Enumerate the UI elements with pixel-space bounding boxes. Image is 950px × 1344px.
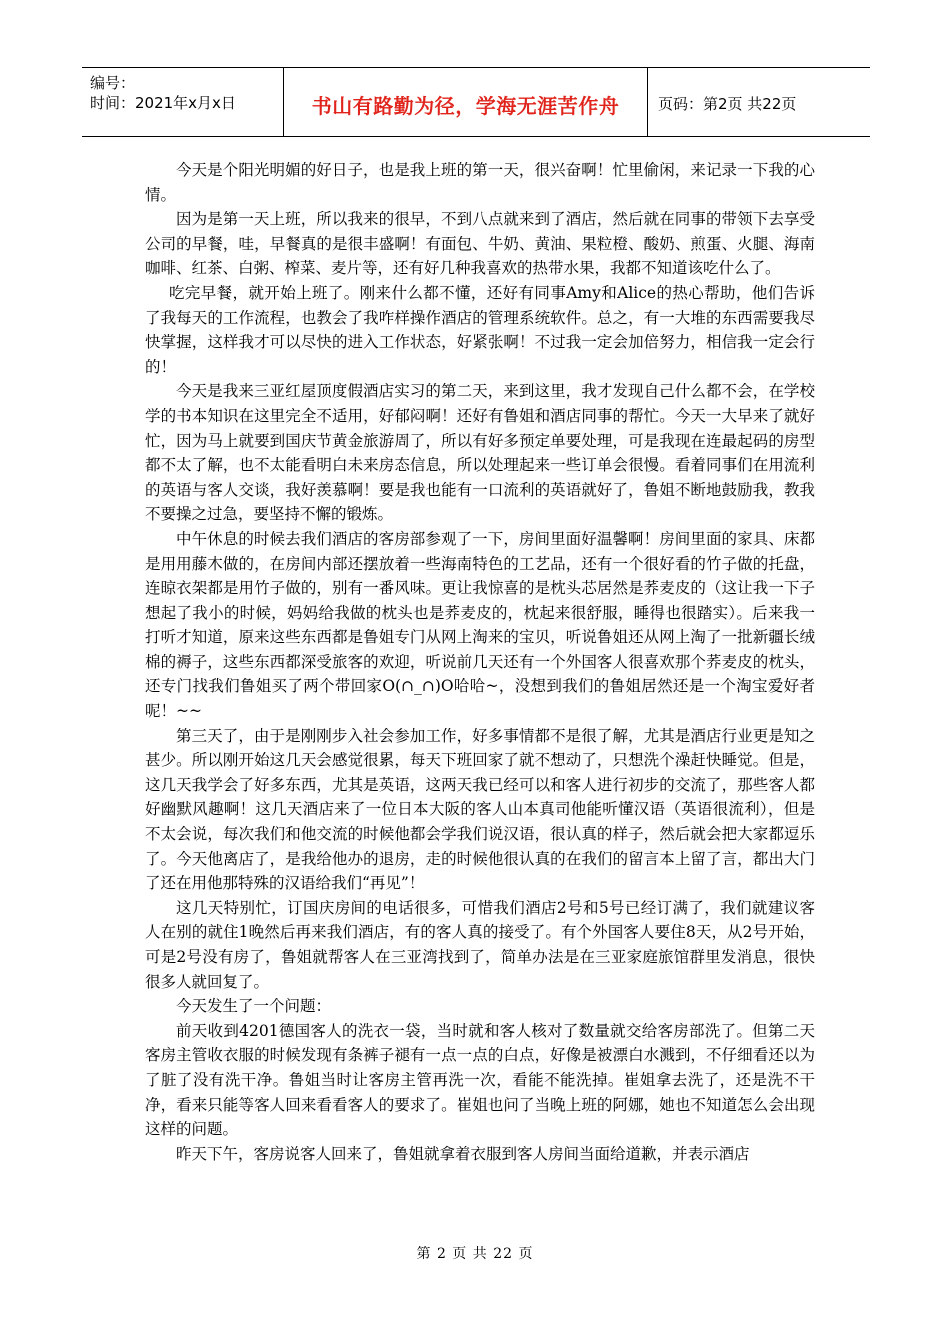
- page-header: [82, 67, 870, 137]
- header-page-number: 页码：第2页 共22页: [658, 94, 797, 113]
- paragraph: 今天发生了一个问题：: [176, 997, 332, 1016]
- header-motto: 书山有路勤为径，学海无涯苦作舟: [284, 68, 648, 136]
- page-footer: 第 2 页 共 22 页: [416, 1246, 534, 1262]
- header-meta: [82, 68, 284, 136]
- date-label: 时间：2021年x月x日: [90, 94, 236, 112]
- paragraph: 因为是第一天上班，所以我来的很早，不到八点就来到了酒店，然后就在同事的带领下去享受公司的早餐，哇，早餐真的是很丰盛啊！有面包、牛奶、黄油、果粒橙、酸奶、煎蛋、火腿、海南咖啡、红茶、白粥、榨菜、麦片等，还有好几种我喜欢的热带水果，我都不知道该吃什么了。: [145, 210, 815, 278]
- paragraph: 今天是个阳光明媚的好日子，也是我上班的第一天，很兴奋啊！忙里偷闲，来记录一下我的心情。: [145, 161, 815, 204]
- paragraph: 吃完早餐，就开始上班了。刚来什么都不懂，还好有同事Amy和Alice的热心帮助，他们告诉了我每天的工作流程，也教会了我咋样操作酒店的管理系统软件。总之，有一大堆的东西需要我尽快掌握，这样我才可以尽快的进入工作状态，好紧张啊！不过我一定会加倍努力，相信我一定会行的！: [145, 283, 815, 376]
- paragraph: 前天收到4201德国客人的洗衣一袋，当时就和客人核对了数量就交给客房部洗了。但第二天客房主管收衣服的时候发现有条裤子褪有一点一点的白点，好像是被漂白水溅到，不仔细看还以为了脏了没有洗干净。鲁姐当时让客房主管再洗一次，看能不能洗掉。崔姐拿去洗了，还是洗不干净，看来只能等客人回来看看客人的要求了。崔姐也问了当晚上班的阿娜，她也不知道怎么会出现这样的问题。: [145, 1021, 815, 1139]
- serial-number-label: 编号：: [90, 74, 136, 92]
- paragraph: 第三天了，由于是刚刚步入社会参加工作，好多事情都不是很了解，尤其是酒店行业更是知之甚少。所以刚开始这几天会感觉很累，每天下班回家了就不想动了，只想洗个澡赶快睡觉。但是，这几天我学会了好多东西，尤其是英语，这两天我已经可以和客人进行初步的交流了，那些客人都好幽默风趣啊！这几天酒店来了一位日本大阪的客人山本真司他能听懂汉语（英语很流利），但是不太会说，每次我们和他交流的时候他都会学我们说汉语，很认真的样子，然后就会把大家都逗乐了。今天他离店了，是我给他办的退房，走的时候他很认真的在我们的留言本上留了言，都出大门了还在用他那特殊的汉语给我们“再见”！: [145, 726, 815, 893]
- paragraph: 这几天特别忙，订国庆房间的电话很多，可惜我们酒店2号和5号已经订满了，我们就建议客人在别的就住1晚然后再来我们酒店，有的客人真的接受了。有个外国客人要住8天，从2号开始，可是2号没有房了，鲁姐就帮客人在三亚湾找到了，简单办法是在三亚家庭旅馆群里发消息，很快很多人就回复了。: [145, 898, 815, 991]
- paragraph: 今天是我来三亚红屋顶度假酒店实习的第二天，来到这里，我才发现自己什么都不会，在学校学的书本知识在这里完全不适用，好郁闷啊！还好有鲁姐和酒店同事的帮忙。今天一大早来了就好忙，因为马上就要到国庆节黄金旅游周了，所以有好多预定单要处理，可是我现在连最起码的房型都不太了解，也不太能看明白未来房态信息，所以处理起来一些订单会很慢。看着同事们在用流利的英语与客人交谈，我好羡慕啊！要是我也能有一口流利的英语就好了，鲁姐不断地鼓励我，教我不要操之过急，要坚持不懈的锻炼。: [145, 382, 815, 524]
- paragraph: 中午休息的时候去我们酒店的客房部参观了一下，房间里面好温馨啊！房间里面的家具、床都是用用藤木做的，在房间内部还摆放着一些海南特色的工艺品，还有一个很好看的竹子做的托盘，连晾衣架都是用竹子做的，别有一番风味。更让我惊喜的是枕头芯居然是荞麦皮的（这让我一下子想起了我小的时候，妈妈给我做的枕头也是荞麦皮的，枕起来很舒服，睡得也很踏实）。后来我一打听才知道，原来这些东西都是鲁姐专门从网上淘来的宝贝，听说鲁姐还从网上淘了一批新疆长绒棉的褥子，这些东西都深受旅客的欢迎，听说前几天还有一个外国客人很喜欢那个荞麦皮的枕头，还专门找我们鲁姐买了两个带回家O(∩_∩)O哈哈~，没想到我们的鲁姐居然还是一个淘宝爱好者呢！~~: [145, 529, 815, 721]
- document-body: [145, 158, 815, 1166]
- paragraph: 昨天下午，客房说客人回来了，鲁姐就拿着衣服到客人房间当面给道歉，并表示酒店: [176, 1144, 750, 1163]
